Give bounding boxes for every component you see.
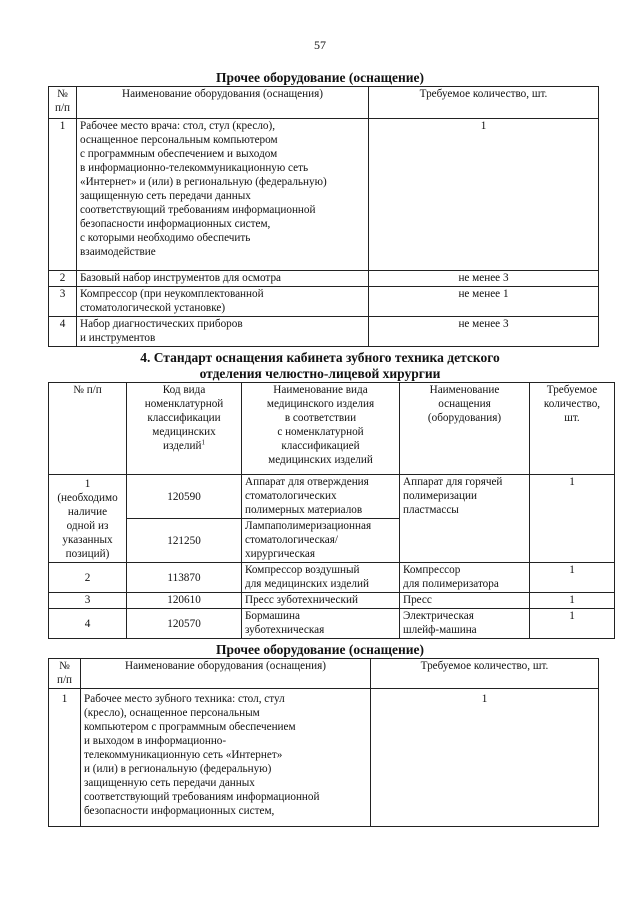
row-device-kind: Аппарат для отверждения стоматологических полимерных материалов bbox=[242, 475, 400, 519]
table-header-row bbox=[49, 87, 599, 119]
row-number: 4 bbox=[49, 609, 127, 639]
row-number: 3 bbox=[49, 593, 127, 609]
table-row bbox=[49, 563, 615, 593]
other-equipment-table-2 bbox=[48, 658, 599, 827]
table-header-row bbox=[49, 659, 599, 689]
row-name: Рабочее место врача: стол, стул (кресло), оснащенное персональным компьютером с программным обеспечением и выходом в информационно-телекоммуникационную сеть «Интернет» и (или) в региональную (федеральную) защищенную сеть передачи данных соответствующий требованиям информационной безопасности информационных систем, с которыми необходимо обеспечить взаимодействие bbox=[77, 119, 369, 271]
row-name: Рабочее место зубного техника: стол, стул (кресло), оснащенное персональным компьютером с программным обеспечением и выходом в информационно- телекоммуникационную сеть «Интернет» и (или) в региональную (федеральную) защищенную сеть передачи данных соответствующий требованиям информационной безопасности информационных систем, bbox=[81, 689, 371, 827]
row-number: 1 (необходимо наличие одной из указанных позиций) bbox=[49, 475, 127, 563]
other-equipment-table-1 bbox=[48, 86, 599, 347]
row-quantity: 1 bbox=[371, 689, 599, 827]
page-number: 57 bbox=[314, 38, 326, 52]
row-code: 121250 bbox=[127, 519, 242, 563]
section-title-standard-line1: 4. Стандарт оснащения кабинета зубного техника детского bbox=[140, 350, 500, 365]
row-equipment: Электрическая шлейф-машина bbox=[400, 609, 530, 639]
row-name: Базовый набор инструментов для осмотра bbox=[77, 271, 369, 287]
footnote-marker: 1 bbox=[201, 438, 205, 447]
row-device-kind: Лампаполимеризационная стоматологическая/ хирургическая bbox=[242, 519, 400, 563]
row-device-kind: Бормашина зуботехническая bbox=[242, 609, 400, 639]
row-code: 113870 bbox=[127, 563, 242, 593]
row-quantity: 1 bbox=[530, 475, 615, 563]
col-header-number: № п/п bbox=[49, 87, 77, 119]
table-row bbox=[49, 287, 599, 317]
table-row bbox=[49, 475, 615, 519]
row-quantity: 1 bbox=[530, 609, 615, 639]
row-quantity: 1 bbox=[530, 563, 615, 593]
col-header-device-kind: Наименование вида медицинского изделия в соответствии с номенклатурной классификацией медицинских изделий bbox=[242, 383, 400, 475]
row-quantity: 1 bbox=[530, 593, 615, 609]
col-header-name: Наименование оборудования (оснащения) bbox=[81, 659, 371, 689]
col-header-equipment: Наименование оснащения (оборудования) bbox=[400, 383, 530, 475]
row-quantity: не менее 1 bbox=[369, 287, 599, 317]
section-title-other-equipment-2: Прочее оборудование (оснащение) bbox=[215, 642, 425, 657]
col-header-quantity: Требуемое количество, шт. bbox=[371, 659, 599, 689]
table-row bbox=[49, 689, 599, 827]
row-quantity: не менее 3 bbox=[369, 271, 599, 287]
col-header-number: № п/п bbox=[49, 659, 81, 689]
row-code: 120610 bbox=[127, 593, 242, 609]
table-row bbox=[49, 271, 599, 287]
row-number: 4 bbox=[49, 317, 77, 347]
col-header-quantity: Требуемое количество, шт. bbox=[530, 383, 615, 475]
row-equipment: Компрессор для полимеризатора bbox=[400, 563, 530, 593]
row-quantity: 1 bbox=[369, 119, 599, 271]
row-name: Набор диагностических приборов и инструментов bbox=[77, 317, 369, 347]
row-code: 120590 bbox=[127, 475, 242, 519]
table-row bbox=[49, 317, 599, 347]
row-number: 1 bbox=[49, 689, 81, 827]
col-header-code-text: Код вида номенклатурной классификации медицинских изделий bbox=[144, 384, 224, 452]
table-row bbox=[49, 119, 599, 271]
row-number: 1 bbox=[49, 119, 77, 271]
row-number: 2 bbox=[49, 563, 127, 593]
row-equipment: Аппарат для горячей полимеризации пластмассы bbox=[400, 475, 530, 563]
col-header-code bbox=[127, 383, 242, 475]
table-row bbox=[49, 593, 615, 609]
row-code: 120570 bbox=[127, 609, 242, 639]
row-number: 3 bbox=[49, 287, 77, 317]
table-row bbox=[49, 609, 615, 639]
row-name: Компрессор (при неукомплектованной стоматологической установке) bbox=[77, 287, 369, 317]
col-header-number: № п/п bbox=[49, 383, 127, 475]
equipment-standard-table bbox=[48, 382, 615, 639]
row-number: 2 bbox=[49, 271, 77, 287]
row-quantity: не менее 3 bbox=[369, 317, 599, 347]
col-header-name: Наименование оборудования (оснащения) bbox=[77, 87, 369, 119]
section-title-standard-line2: отделения челюстно-лицевой хирургии bbox=[199, 366, 441, 381]
table-header-row bbox=[49, 383, 615, 475]
row-device-kind: Компрессор воздушный для медицинских изделий bbox=[242, 563, 400, 593]
row-device-kind: Пресс зуботехнический bbox=[242, 593, 400, 609]
row-equipment: Пресс bbox=[400, 593, 530, 609]
col-header-quantity: Требуемое количество, шт. bbox=[369, 87, 599, 119]
section-title-other-equipment: Прочее оборудование (оснащение) bbox=[215, 70, 425, 85]
